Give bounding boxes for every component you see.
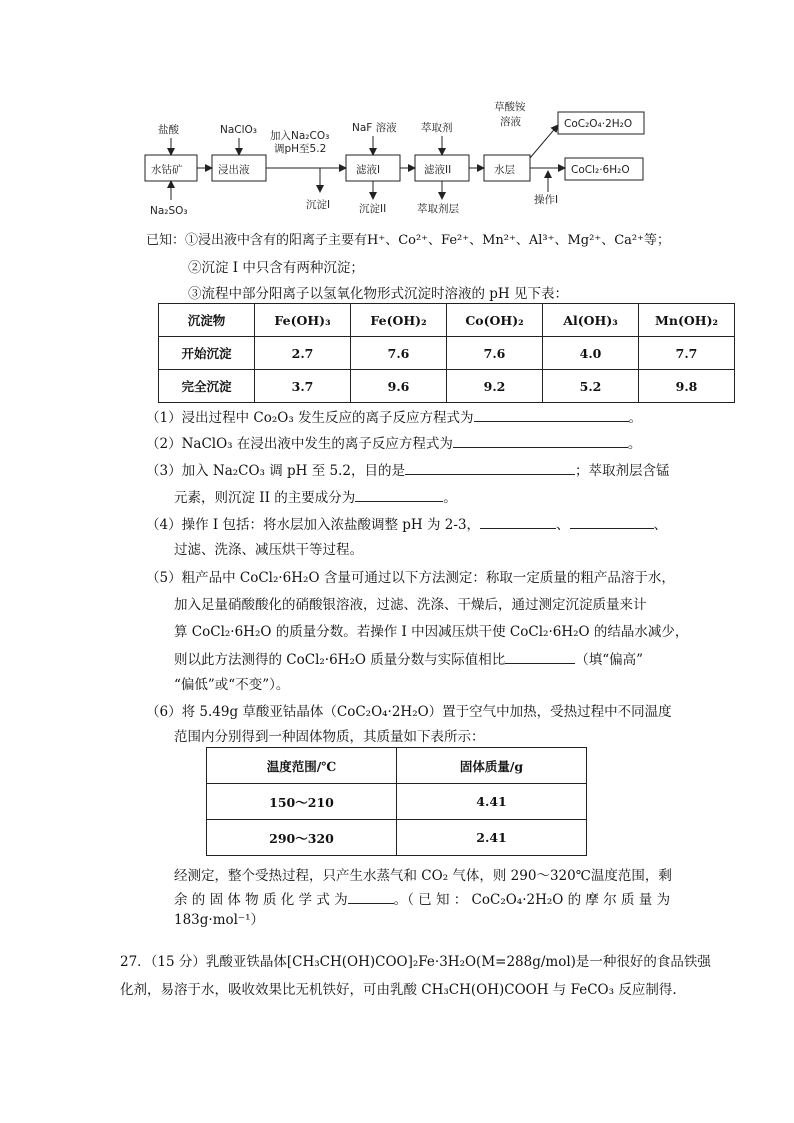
table-cell: 4.41 [397,784,587,820]
question-3a-end: ；萃取剂层含锰 [575,463,670,479]
table-cell: Fe(OH)₂ [351,304,447,337]
question-3a-text: （3）加入 Na₂CO₃ 调 pH 至 5.2，目的是 [146,463,406,479]
table-row [159,370,735,403]
input-naf: NaF 溶液 [352,122,397,134]
input-naclo3: NaClO₃ [220,124,258,136]
answer-blank[interactable] [405,460,575,475]
answer-blank[interactable] [570,514,654,529]
table-cell: Fe(OH)₃ [255,304,351,337]
ph-table [158,303,735,403]
question-5c: 算 CoCl₂·6H₂O 的质量分数。若操作 I 中因减压烘干使 CoCl₂·6H₂O 的结晶水减少， [174,624,689,640]
table-cell: 2.41 [397,820,587,856]
question-6d-end: 。（ 已 知 ： CoC₂O₄·2H₂O 的 摩 尔 质 量 为 [393,892,671,908]
product-chloride-label: CoCl₂·6H₂O [571,164,630,176]
question-3b [174,487,457,508]
table-cell: 290～320 [207,820,397,856]
table-row [207,748,587,784]
table-cell: Al(OH)₃ [543,304,639,337]
known-1: 已知：①浸出液中含有的阳离子主要有H⁺、Co²⁺、Fe²⁺、Mn²⁺、Al³⁺、Mg²⁺、Ca²⁺等； [146,233,670,248]
box-ore-label: 水钴矿 [151,164,183,176]
question-6c: 经测定，整个受热过程，只产生水蒸气和 CO₂ 气体，则 290～320℃温度范围，剩 [174,868,672,884]
answer-blank[interactable] [505,649,575,664]
table-cell: 9.8 [639,370,735,403]
box-filtrate-1-label: 滤液I [356,164,381,176]
input-hcl: 盐酸 [158,124,179,136]
operation-1-label: 操作I [534,194,559,206]
table-cell: 7.7 [639,337,735,370]
input-ammonium-oxalate: 草酸铵 [494,101,526,113]
question-6e: 183g·mol⁻¹） [174,912,264,928]
product-oxalate-label: CoC₂O₄·2H₂O [564,118,633,130]
input-na2so3: Na₂SO₃ [150,205,188,217]
output-extractant-layer: 萃取剂层 [417,203,459,215]
table-cell: 3.7 [255,370,351,403]
table-row [159,337,735,370]
question-4b: 过滤、洗涤、减压烘干等过程。 [174,542,363,558]
question-6b: 范围内分别得到一种固体物质，其质量如下表所示： [174,729,485,745]
answer-blank[interactable] [453,433,628,448]
input-extractant: 萃取剂 [421,122,453,134]
question-4a-mid: 、 [556,517,570,533]
answer-blank[interactable] [355,487,443,502]
question-3a [146,460,670,481]
table-cell: 9.2 [447,370,543,403]
input-ph: 调pH至5.2 [274,143,327,155]
question-4a [146,514,667,535]
question-4a-text: （4）操作 I 包括：将水层加入浓盐酸调整 pH 为 2-3， [146,517,481,533]
table-cell: 4.0 [543,337,639,370]
question-5b: 加入足量硝酸酸化的硝酸银溶液，过滤、洗涤、干燥后，通过测定沉淀质量来计 [174,597,647,613]
question-2-end: 。 [627,436,642,452]
table-cell: 9.6 [351,370,447,403]
question-5a: （5）粗产品中 CoCl₂·6H₂O 含量可通过以下方法测定：称取一定质量的粗产品溶于水， [146,570,675,586]
table-cell: 7.6 [447,337,543,370]
question-2 [146,433,641,454]
question-6d [174,889,670,910]
input-na2co3: 加入Na₂CO₃ [270,130,330,142]
table-row [207,820,587,856]
question-5e: “偏低”或“不变”）。 [174,677,290,693]
question-3b-text: 元素，则沉淀 II 的主要成分为 [174,490,356,506]
question-27-line1: 27．（15 分）乳酸亚铁晶体[CH₃CH(OH)COO]₂Fe·3H₂O(M=288g/mol)是一种很好的食品铁强 [120,954,711,970]
question-5d-text: 则以此方法测得的 CoCl₂·6H₂O 质量分数与实际值相比 [174,652,506,668]
answer-blank[interactable] [474,407,629,422]
box-water-layer-label: 水层 [494,164,515,176]
known-3: ③流程中部分阳离子以氢氧化物形式沉淀时溶液的 pH 见下表： [188,286,568,302]
table-cell: 完全沉淀 [159,370,255,403]
table-cell: 沉淀物 [159,304,255,337]
question-6a: （6）将 5.49g 草酸亚钴晶体（CoC₂O₄·2H₂O）置于空气中加热，受热过程中不同温度 [146,704,672,720]
output-precipitate-1: 沉淀I [306,199,331,211]
answer-blank[interactable] [480,514,556,529]
table-cell: Mn(OH)₂ [639,304,735,337]
question-3b-end: 。 [443,490,457,506]
table-cell: 开始沉淀 [159,337,255,370]
table-cell: 7.6 [351,337,447,370]
question-1-text: （1）浸出过程中 Co₂O₃ 发生反应的离子反应方程式为 [146,410,474,426]
question-4a-end: 、 [653,517,668,533]
output-precipitate-2: 沉淀II [359,203,387,215]
process-flowchart [0,0,794,220]
question-6d-text: 余 的 固 体 物 质 化 学 式 为 [174,892,348,908]
question-5d-end: （填“偏高” [575,652,644,668]
known-2: ②沉淀 I 中只含有两种沉淀； [188,260,364,276]
question-27-line2: 化剂，易溶于水，吸收效果比无机铁好，可由乳酸 CH₃CH(OH)COOH 与 FeCO₃ 反应制得. [120,982,677,998]
table-cell: 150～210 [207,784,397,820]
input-solution: 溶液 [500,116,521,128]
table-cell: 温度范围/℃ [207,748,397,784]
question-5d [174,649,643,670]
table-cell: 2.7 [255,337,351,370]
box-leachate-label: 浸出液 [218,164,250,176]
table-cell: 固体质量/g [397,748,587,784]
mass-table [206,747,587,856]
table-cell: Co(OH)₂ [447,304,543,337]
table-row [159,304,735,337]
table-cell: 5.2 [543,370,639,403]
question-1-end: 。 [628,410,643,426]
box-filtrate-2-label: 滤液II [424,164,452,176]
question-2-text: （2）NaClO₃ 在浸出液中发生的离子反应方程式为 [146,436,453,452]
answer-blank[interactable] [348,889,394,904]
table-row [207,784,587,820]
question-1 [146,407,642,428]
